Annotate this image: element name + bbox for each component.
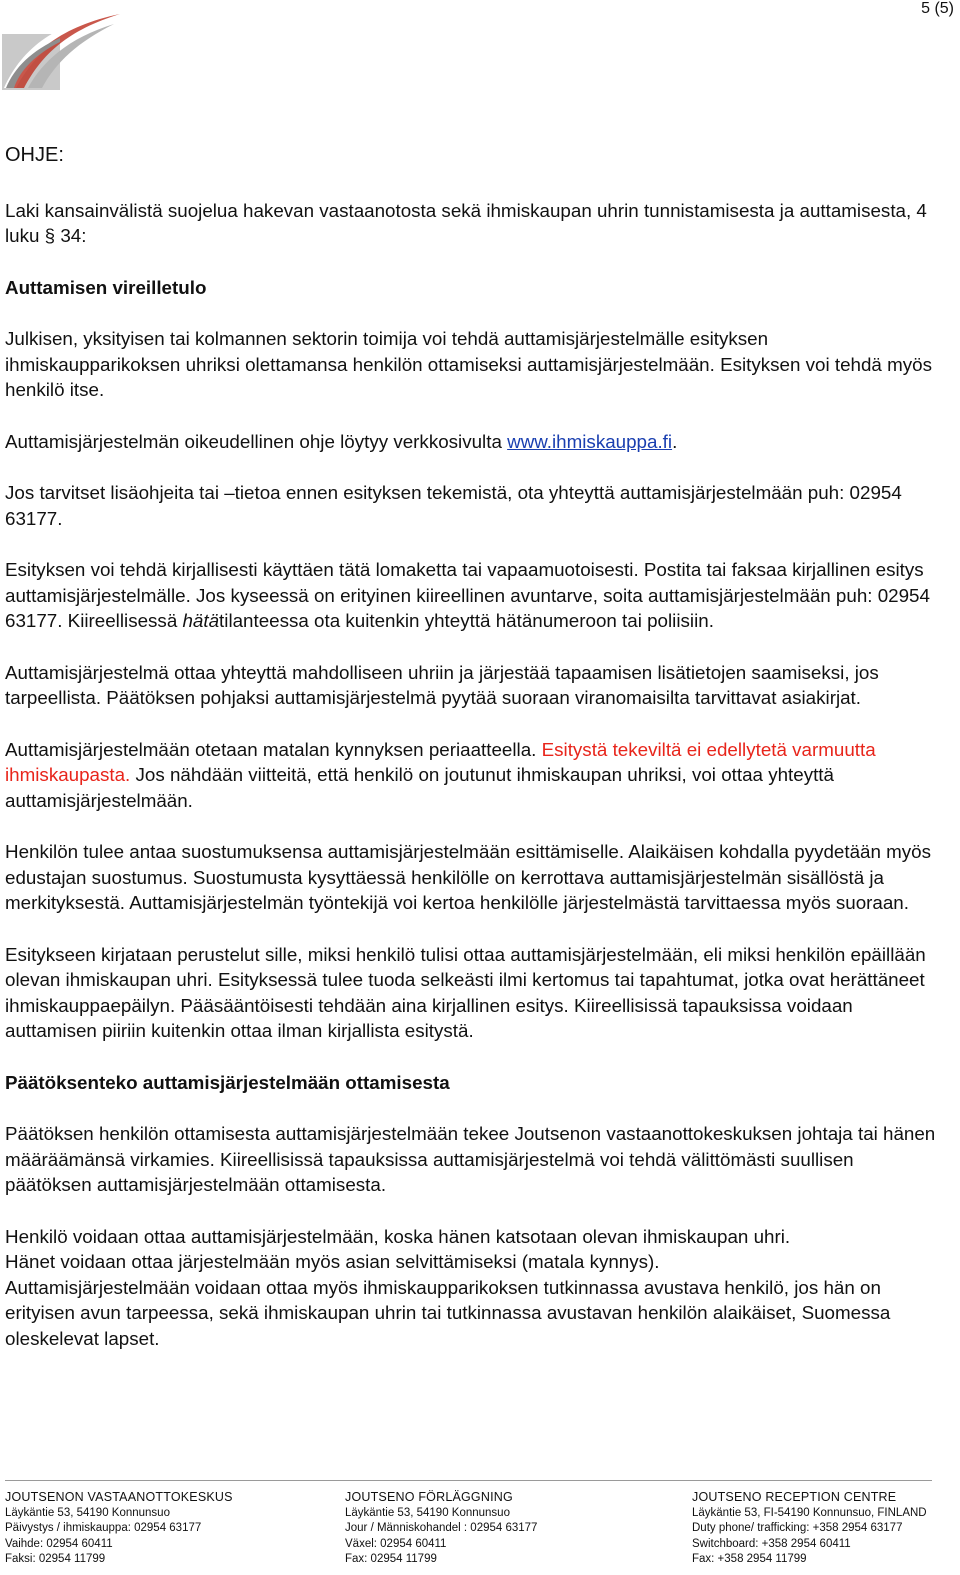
paragraph-2-suffix: . [672, 430, 678, 452]
paragraph-6-highlight: Esitystä tekeviltä ei edellytetä varmuutta ihmiskaupasta. [5, 738, 876, 785]
footer-fi-address: Läykäntie 53, 54190 Konnunsuo [5, 1506, 170, 1519]
paragraph-6 [5, 737, 940, 814]
heading-ohje: OHJE: [5, 144, 64, 166]
paragraph-6-suffix: Jos nähdään viitteitä, että henkilö on joutunut ihmiskaupan uhriksi, voi ottaa yhteyttä auttamisjärjestelmään. [5, 764, 834, 811]
footer-column-en [692, 1490, 927, 1568]
paragraph-8: Esitykseen kirjataan perustelut sille, miksi henkilö tulisi ottaa auttamisjärjestelmään, eli miksi henkilön epäillään olevan ihmiskaupan uhri. Esityksessä tulee tuoda selkeästi ilmi kertomus tai tapahtumat, jotka ovat herättäneet ihmiskauppaepäilyn. Pääsääntöisesti tehdään aina kirjallinen esitys. Kiireellisissä tapauksissa voidaan auttamisen piiriin kuitenkin ottaa ilman kirjallista esitystä. [5, 943, 926, 1041]
paragraph-9: Päätöksen henkilön ottamisesta auttamisjärjestelmään tekee Joutsenon vastaanottokeskuksen johtaja tai hänen määräämänsä virkamies. Kiireellisissä tapauksissa auttamisjärjestelmä voi tehdä välittömästi suullisen päätöksen auttamisjärjestelmään ottamisesta. [5, 1123, 936, 1195]
document-body [5, 135, 940, 1351]
footer-en-address: Läykäntie 53, FI-54190 Konnunsuo, FINLAND [692, 1506, 927, 1519]
footer-fi-fax: Faksi: 02954 11799 [5, 1553, 106, 1566]
footer-column-fi [5, 1490, 233, 1568]
paragraph-10-line-1: Henkilö voidaan ottaa auttamisjärjestelmään, koska hänen katsotaan olevan ihmiskaupan uhri. [5, 1225, 791, 1247]
paragraph-4-text: Esityksen voi tehdä kirjallisesti käyttäen tätä lomaketta tai vapaamuotoisesti. Postita tai faksaa kirjallinen esitys auttamisjärjestelmälle. Jos kyseessä on erityinen kiireellinen avuntarve, soita auttamisjärjestelmään puh: 02954 63177. Kiireellisessä [5, 559, 930, 631]
footer-fi-duty: Päivystys / ihmiskauppa: 02954 63177 [5, 1522, 202, 1535]
page-number: 5 (5) [921, 0, 954, 17]
paragraph-2 [5, 429, 940, 455]
paragraph-2-text: Auttamisjärjestelmän oikeudellinen ohje löytyy verkkosivulta [5, 430, 508, 452]
paragraph-1: Julkisen, yksityisen tai kolmannen sektorin toimija voi tehdä auttamisjärjestelmälle esityksen ihmiskaupparikoksen uhriksi olettamansa henkilön ottamiseksi auttamisjärjestelmään. Esityksen voi tehdä myös henkilö itse. [5, 328, 932, 400]
footer-en-duty: Duty phone/ trafficking: +358 2954 63177 [692, 1522, 903, 1535]
paragraph-5: Auttamisjärjestelmä ottaa yhteyttä mahdolliseen uhriin ja järjestää tapaamisen lisätietojen saamiseksi, jos tarpeellista. Päätöksen pohjaksi auttamisjärjestelmä pyytää suoraan viranomaisilta tarvittavat asiakirjat. [5, 661, 879, 708]
logo-swoosh-icon [2, 8, 122, 90]
footer-en-switchboard: Switchboard: +358 2954 60411 [692, 1537, 851, 1550]
footer-fi-switchboard: Vaihde: 02954 60411 [5, 1537, 113, 1550]
section-title-vireilletulo: Auttamisen vireilletulo [5, 276, 207, 298]
footer-divider [5, 1480, 932, 1481]
section-title-paatoksenteko: Päätöksenteko auttamisjärjestelmään ottamisesta [5, 1071, 450, 1093]
ihmiskauppa-link[interactable]: www.ihmiskauppa.fi [507, 430, 673, 452]
paragraph-6-text: Auttamisjärjestelmään otetaan matalan kynnyksen periaatteella. [5, 738, 542, 760]
paragraph-4 [5, 557, 940, 634]
paragraph-3: Jos tarvitset lisäohjeita tai –tietoa ennen esityksen tekemistä, ota yhteyttä auttamisjärjestelmään puh: 02954 63177. [5, 482, 902, 529]
footer-sv-duty: Jour / Människohandel : 02954 63177 [345, 1522, 538, 1535]
footer-sv-title: JOUTSENO FÖRLÄGGNING [345, 1490, 513, 1504]
footer-en-fax: Fax: +358 2954 11799 [692, 1553, 807, 1566]
paragraph-4-suffix: tilanteessa ota kuitenkin yhteyttä hätänumeroon tai poliisiin. [219, 610, 714, 631]
footer-fi-title: JOUTSENON VASTAANOTTOKESKUS [5, 1490, 233, 1504]
paragraph-7: Henkilön tulee antaa suostumuksensa auttamisjärjestelmään esittämiselle. Alaikäisen kohdalla pyydetään myös edustajan suostumus. Suostumusta kysyttäessä henkilölle on kerrottava auttamisjärjestelmän sisällöstä ja merkityksestä. Auttamisjärjestelmän työntekijä voi kertoa henkilölle järjestelmästä tarvittaessa myös suoraan. [5, 841, 932, 913]
footer-sv-address: Läykäntie 53, 54190 Konnunsuo [345, 1506, 510, 1519]
paragraph-10-rest: Auttamisjärjestelmään voidaan ottaa myös ihmiskaupparikoksen tutkinnassa avustava henkilö, jos hän on erityisen avun tarpeessa, sekä ihmiskaupan uhrin tai tutkinnassa avustavan henkilön alaikäiset, Suomessa oleskelevat lapset. [5, 1276, 891, 1349]
footer-sv-fax: Fax: 02954 11799 [345, 1553, 437, 1566]
footer-column-sv [345, 1490, 537, 1568]
footer-en-title: JOUTSENO RECEPTION CENTRE [692, 1490, 897, 1504]
footer-sv-switchboard: Växel: 02954 60411 [345, 1537, 447, 1550]
paragraph-10-line-2: Hänet voidaan ottaa järjestelmään myös asian selvittämiseksi (matala kynnys). [5, 1251, 660, 1272]
paragraph-4-italic: hätä [182, 610, 220, 631]
law-reference: Laki kansainvälistä suojelua hakevan vastaanotosta sekä ihmiskaupan uhrin tunnistamisesta ja auttamisesta, 4 luku § 34: [5, 199, 927, 246]
